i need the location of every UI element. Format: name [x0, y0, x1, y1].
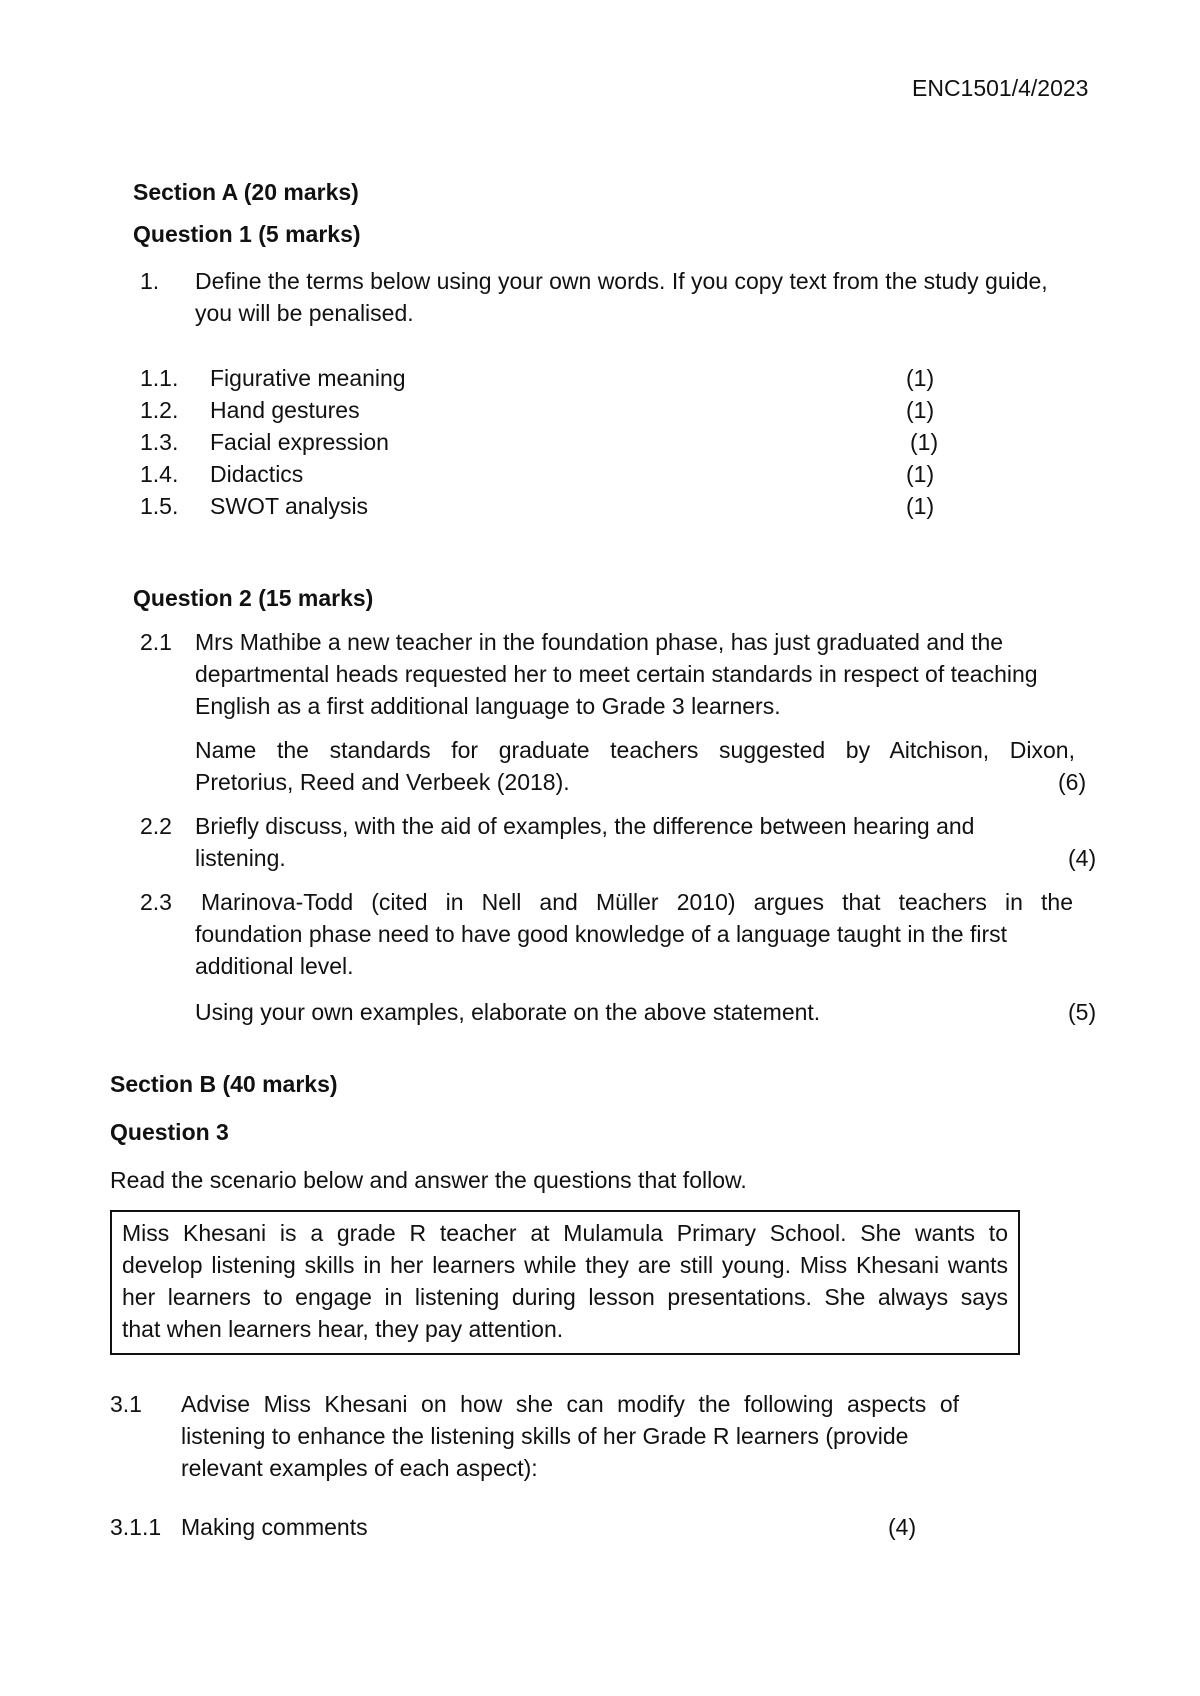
question-2-3-task-line: Using your own examples, elaborate on the above statement.	[195, 999, 821, 1025]
question-2-1-task-line-2: Pretorius, Reed and Verbeek (2018).	[195, 769, 570, 795]
item-number: 1.5.	[140, 493, 179, 519]
item-marks: (1)	[906, 365, 935, 391]
scenario-box	[110, 1210, 1020, 1355]
question-2-2-line-1: Briefly discuss, with the aid of examples, the difference between hearing and	[195, 813, 975, 839]
scenario-line: that when learners hear, they pay attention.	[122, 1316, 564, 1342]
question-1-instruction-line-2: you will be penalised.	[195, 300, 414, 326]
scenario-line: Miss Khesani is a grade R teacher at Mulamula Primary School. She wants to	[122, 1220, 1008, 1246]
question-2-3-number: 2.3	[140, 889, 172, 915]
question-2-1-line-2: departmental heads requested her to meet certain standards in respect of teaching	[195, 661, 1038, 687]
section-b-title: Section B (40 marks)	[110, 1071, 338, 1097]
question-1-instruction-line-1: Define the terms below using your own words. If you copy text from the study guide,	[195, 268, 1048, 294]
question-2-1-marks: (6)	[1058, 769, 1087, 795]
question-2-2-number: 2.2	[140, 813, 172, 839]
question-2-1-number: 2.1	[140, 629, 172, 655]
section-a-title: Section A (20 marks)	[133, 179, 359, 205]
item-text: Facial expression	[210, 429, 389, 455]
question-2-3-line-3: additional level.	[195, 953, 354, 979]
question-2-1-line-3: English as a first additional language to Grade 3 learners.	[195, 693, 781, 719]
item-marks: (1)	[906, 461, 935, 487]
question-2-2-line-2: listening.	[195, 845, 286, 871]
question-3-intro: Read the scenario below and answer the questions that follow.	[110, 1167, 747, 1193]
item-text: Hand gestures	[210, 397, 360, 423]
item-marks: (1)	[906, 493, 935, 519]
question-3-1-1-marks: (4)	[888, 1514, 917, 1540]
question-3-1-1-number: 3.1.1	[110, 1514, 162, 1540]
item-number: 1.4.	[140, 461, 179, 487]
question-3-1-line-2: listening to enhance the listening skills of her Grade R learners (provide	[181, 1423, 909, 1449]
question-2-3-line-1: Marinova-Todd (cited in Nell and Müller 2010) argues that teachers in the	[201, 889, 1073, 915]
question-3-title: Question 3	[110, 1119, 229, 1145]
item-number: 1.3.	[140, 429, 179, 455]
question-3-1-number: 3.1	[110, 1391, 142, 1417]
item-number: 1.2.	[140, 397, 179, 423]
question-1-number: 1.	[140, 268, 160, 294]
question-3-1-line-1: Advise Miss Khesani on how she can modify the following aspects of	[181, 1391, 959, 1417]
scenario-line: develop listening skills in her learners while they are still young. Miss Khesani wants	[122, 1252, 1008, 1278]
document-code: ENC1501/4/2023	[912, 75, 1089, 101]
question-2-title: Question 2 (15 marks)	[133, 585, 374, 611]
question-3-1-1-text: Making comments	[181, 1514, 368, 1540]
scenario-line: her learners to engage in listening during lesson presentations. She always says	[122, 1284, 1008, 1310]
item-text: Didactics	[210, 461, 304, 487]
item-marks: (1)	[910, 429, 939, 455]
item-marks: (1)	[906, 397, 935, 423]
item-text: Figurative meaning	[210, 365, 406, 391]
question-2-1-line-1: Mrs Mathibe a new teacher in the foundation phase, has just graduated and the	[195, 629, 1004, 655]
question-2-1-task-line-1: Name the standards for graduate teachers suggested by Aitchison, Dixon,	[195, 737, 1075, 763]
item-number: 1.1.	[140, 365, 179, 391]
question-1-title: Question 1 (5 marks)	[133, 221, 361, 247]
item-text: SWOT analysis	[210, 493, 369, 519]
question-2-3-line-2: foundation phase need to have good knowledge of a language taught in the first	[195, 921, 1008, 947]
question-2-2-marks: (4)	[1068, 845, 1097, 871]
question-3-1-line-3: relevant examples of each aspect):	[181, 1455, 538, 1481]
question-2-3-marks: (5)	[1068, 999, 1097, 1025]
